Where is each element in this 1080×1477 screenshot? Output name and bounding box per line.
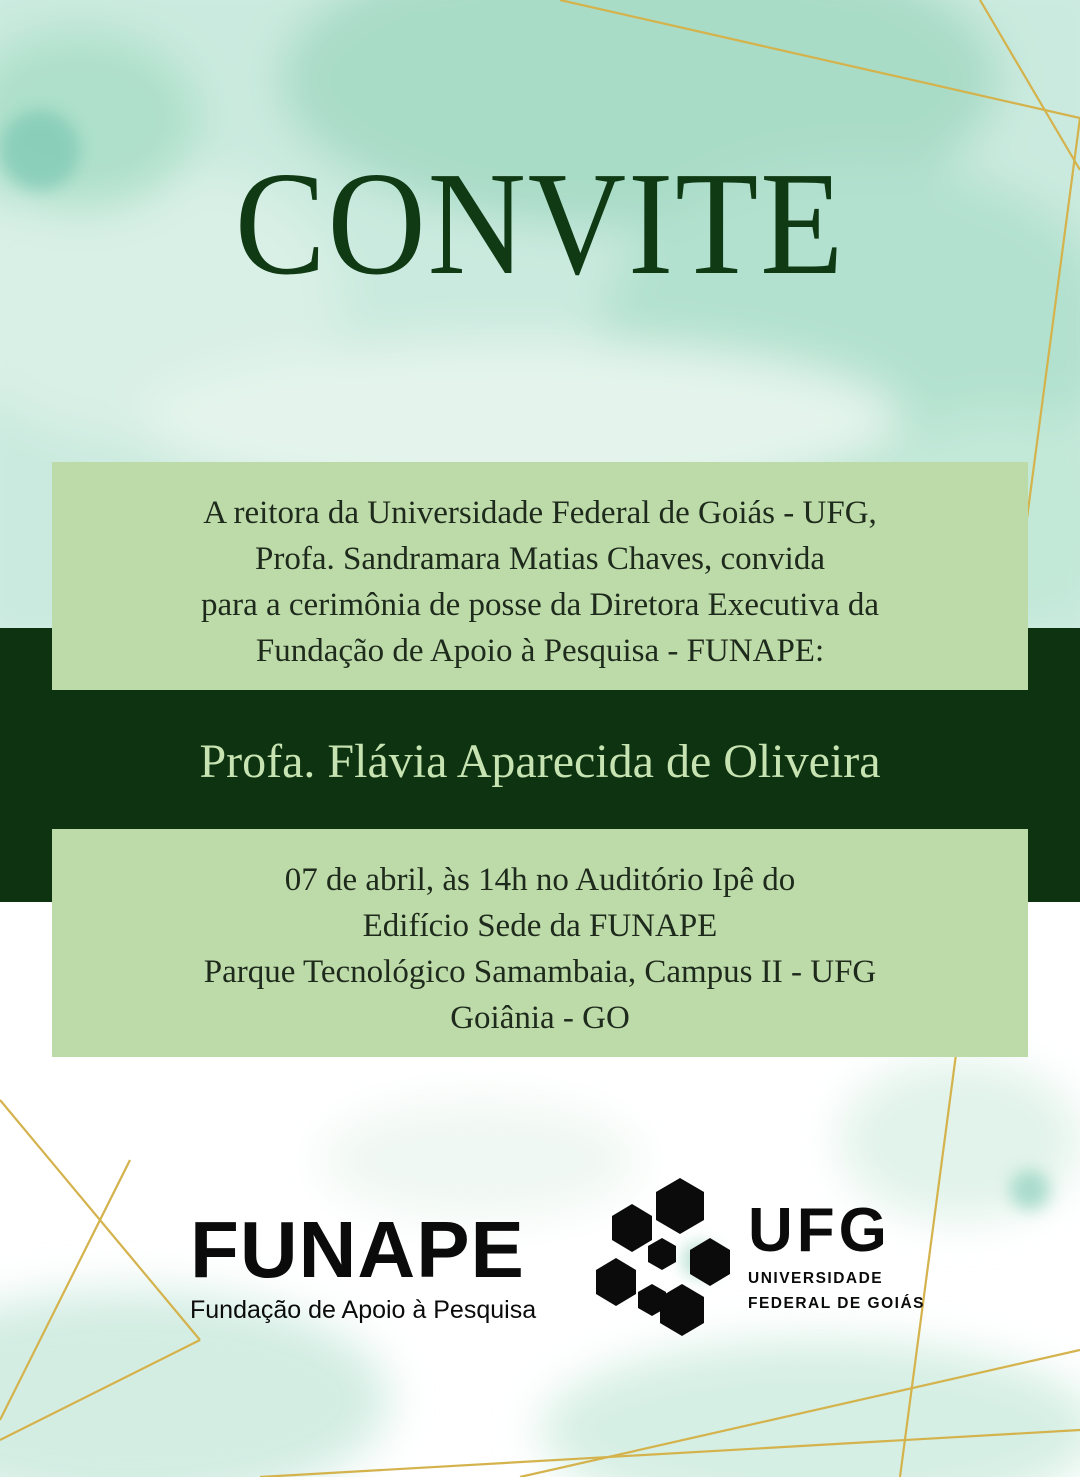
intro-line: Fundação de Apoio à Pesquisa - FUNAPE: [255,633,825,669]
ufg-logo-line2: FEDERAL DE GOIÁS [748,1295,926,1312]
details-line: Edifício Sede da FUNAPE [362,908,718,944]
ufg-logo [748,1196,926,1312]
invitation-title: CONVITE [234,142,846,306]
ufg-logo-line1: UNIVERSIDADE [748,1270,884,1287]
honoree-name: Profa. Flávia Aparecida de Oliveira [199,735,881,788]
ufg-logo-name: UFG [748,1196,891,1265]
intro-line: para a cerimônia de posse da Diretora Executiva da [200,587,879,623]
intro-line: A reitora da Universidade Federal de Goiás - UFG, [203,495,877,531]
intro-card [52,462,1028,690]
details-line: Parque Tecnológico Samambaia, Campus II - UFG [203,954,877,990]
details-card [52,829,1028,1057]
funape-logo-name: FUNAPE [190,1205,525,1294]
funape-logo [190,1205,537,1325]
details-line: Goiânia - GO [450,1000,630,1036]
ufg-hexagon-icon [588,1176,738,1336]
funape-logo-tagline: Fundação de Apoio à Pesquisa [190,1296,537,1324]
intro-line: Profa. Sandramara Matias Chaves, convida [255,541,825,577]
details-line: 07 de abril, às 14h no Auditório Ipê do [284,862,796,898]
